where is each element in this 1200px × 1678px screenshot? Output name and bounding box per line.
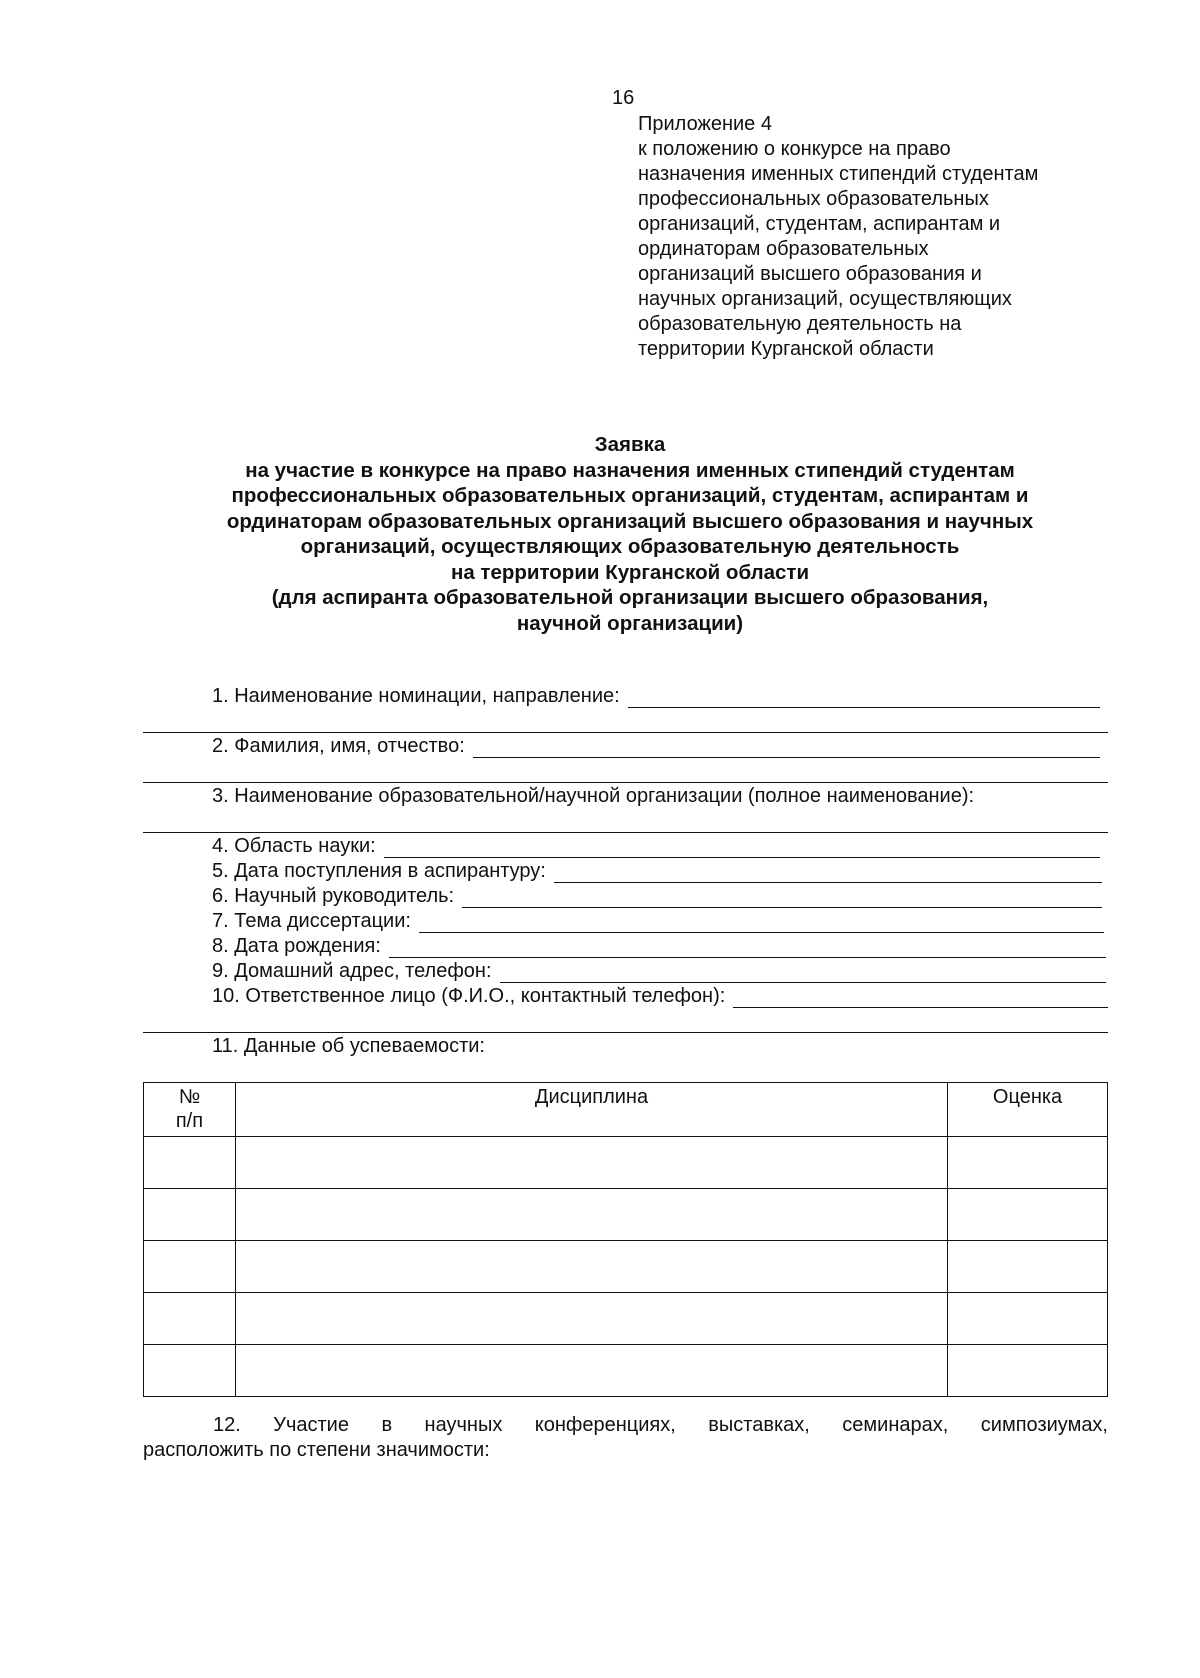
grades-heading: 11. Данные об успеваемости:	[212, 1035, 485, 1057]
appendix-line: к положению о конкурсе на право	[638, 138, 951, 160]
fill-in-line[interactable]	[389, 937, 1106, 958]
table-cell-grade[interactable]	[948, 1137, 1108, 1189]
appendix-line: территории Курганской области	[638, 338, 934, 360]
appendix-line: профессиональных образовательных	[638, 188, 989, 210]
document-title	[120, 432, 1140, 636]
fill-in-line[interactable]	[143, 782, 1108, 783]
field-label: 8. Дата рождения:	[212, 935, 381, 957]
field-organization	[212, 784, 1112, 808]
table-cell-discipline[interactable]	[235, 1241, 947, 1293]
fill-in-line[interactable]	[143, 832, 1108, 833]
table-cell-grade[interactable]	[948, 1241, 1108, 1293]
appendix-line: организаций высшего образования и	[638, 263, 982, 285]
fill-in-line[interactable]	[462, 887, 1102, 908]
field-label: 6. Научный руководитель:	[212, 885, 455, 907]
field-label: 1. Наименование номинации, направление:	[212, 685, 620, 707]
table-row	[144, 1189, 1108, 1241]
table-cell-number[interactable]	[144, 1189, 236, 1241]
table-cell-discipline[interactable]	[235, 1293, 947, 1345]
table-cell-number[interactable]	[144, 1241, 236, 1293]
fill-in-line[interactable]	[143, 1032, 1108, 1033]
field-science-area	[212, 834, 1100, 858]
table-cell-number[interactable]	[144, 1293, 236, 1345]
field-address-phone	[212, 959, 1106, 983]
field-label: 10. Ответственное лицо (Ф.И.О., контактный телефон):	[212, 985, 726, 1007]
table-row	[144, 1293, 1108, 1345]
appendix-header	[638, 112, 1118, 362]
table-cell-discipline[interactable]	[235, 1345, 947, 1397]
column-header-grade: Оценка	[948, 1083, 1108, 1137]
field-label: 2. Фамилия, имя, отчество:	[212, 735, 465, 757]
appendix-line: ординаторам образовательных	[638, 238, 929, 260]
grades-table	[143, 1082, 1108, 1397]
fill-in-line[interactable]	[554, 862, 1102, 883]
field-label: 4. Область науки:	[212, 835, 376, 857]
appendix-line: организаций, студентам, аспирантам и	[638, 213, 1001, 235]
paragraph-line: 12. Участие в научных конференциях, выставках, семинарах, симпозиумах,	[213, 1414, 1108, 1436]
paragraph-line: расположить по степени значимости:	[143, 1439, 490, 1461]
field-birth-date	[212, 934, 1106, 958]
title-line: на участие в конкурсе на право назначения именных стипендий студентам	[245, 458, 1015, 482]
field-label: 5. Дата поступления в аспирантуру:	[212, 860, 546, 882]
table-cell-number[interactable]	[144, 1137, 236, 1189]
table-row	[144, 1137, 1108, 1189]
title-line: (для аспиранта образовательной организации высшего образования,	[271, 586, 989, 609]
appendix-line: Приложение 4	[638, 113, 772, 135]
appendix-line: назначения именных стипендий студентам	[638, 163, 1039, 185]
table-cell-number[interactable]	[144, 1345, 236, 1397]
title-line: ординаторам образовательных организаций высшего образования и научных	[226, 509, 1034, 533]
title-line: профессиональных образовательных организаций, студентам, аспирантам и	[231, 484, 1029, 507]
column-header-number	[144, 1083, 236, 1137]
field-responsible-person	[212, 984, 1108, 1008]
field-label: 7. Тема диссертации:	[212, 910, 411, 932]
page-number: 16	[612, 87, 635, 109]
field-admission-date	[212, 859, 1102, 883]
fill-in-line[interactable]	[419, 912, 1104, 933]
field-nomination	[212, 684, 1100, 708]
table-row	[144, 1241, 1108, 1293]
appendix-line: научных организаций, осуществляющих	[638, 288, 1012, 310]
fill-in-line[interactable]	[473, 737, 1100, 758]
fill-in-line[interactable]	[733, 987, 1108, 1008]
table-cell-grade[interactable]	[948, 1189, 1108, 1241]
column-header-number-line: п/п	[175, 1110, 204, 1132]
table-cell-discipline[interactable]	[235, 1137, 947, 1189]
table-header-row	[144, 1083, 1108, 1137]
title-line: Заявка	[594, 433, 666, 456]
fill-in-line[interactable]	[500, 962, 1106, 983]
table-cell-grade[interactable]	[948, 1345, 1108, 1397]
table-cell-grade[interactable]	[948, 1293, 1108, 1345]
fill-in-line[interactable]	[143, 732, 1108, 733]
field-label: 9. Домашний адрес, телефон:	[212, 960, 492, 982]
fill-in-line[interactable]	[384, 837, 1100, 858]
item-12-paragraph	[143, 1413, 1108, 1463]
title-line: на территории Курганской области	[450, 560, 810, 584]
table-row	[144, 1345, 1108, 1397]
column-header-number-line: №	[178, 1086, 201, 1108]
field-dissertation-topic	[212, 909, 1104, 933]
table-cell-discipline[interactable]	[235, 1189, 947, 1241]
column-header-discipline: Дисциплина	[235, 1083, 947, 1137]
field-label: 3. Наименование образовательной/научной организации (полное наименование):	[212, 785, 975, 807]
appendix-line: образовательную деятельность на	[638, 313, 962, 335]
field-full-name	[212, 734, 1100, 758]
field-supervisor	[212, 884, 1102, 908]
title-line: научной организации)	[516, 611, 744, 635]
title-line: организаций, осуществляющих образовательную деятельность	[300, 535, 960, 558]
fill-in-line[interactable]	[628, 687, 1100, 708]
